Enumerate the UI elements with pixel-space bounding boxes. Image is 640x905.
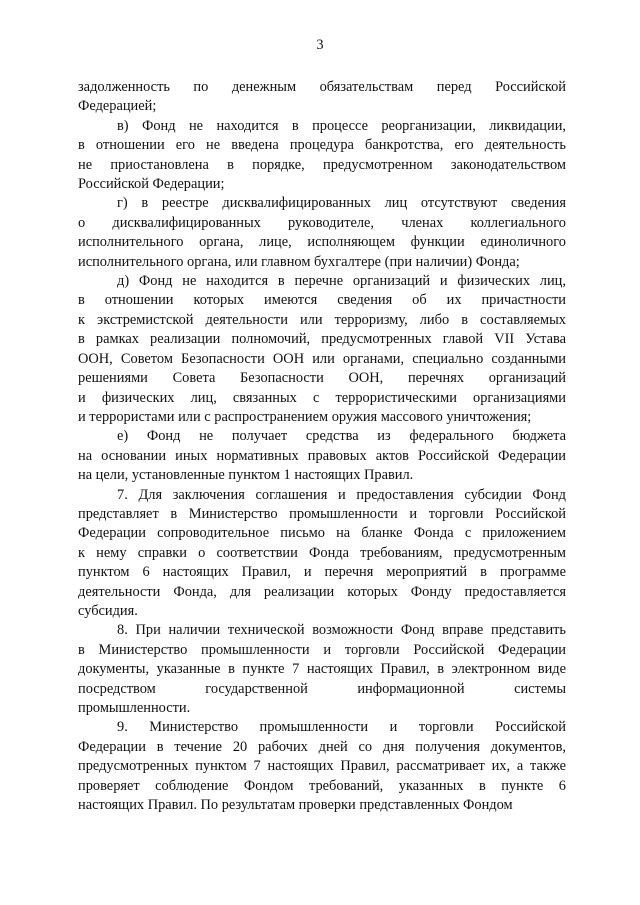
page-number: 3 <box>316 37 324 53</box>
paragraph <box>78 117 566 195</box>
text-line: 9. Министерство промышленности и торговли Российской <box>117 719 566 736</box>
text-line: к экстремистской деятельности или терроризму, либо в составляемых <box>78 311 566 328</box>
text-line: в отношении которых имеются сведения об их причастности <box>78 292 566 309</box>
text-line: субсидия. <box>78 602 138 619</box>
text-line: Российской Федерации; <box>78 176 225 193</box>
text-line: в Министерство промышленности и торговли Российской Федерации <box>78 641 566 658</box>
paragraph <box>78 718 566 815</box>
text-line: и физических лиц, связанных с террористическими организациями <box>78 389 566 406</box>
text-line: не приостановлена в порядке, предусмотренном законодательством <box>78 156 566 173</box>
text-line: проверяет соблюдение Фондом требований, указанных в пункте 6 <box>78 777 566 794</box>
paragraph <box>78 486 566 622</box>
paragraph <box>78 272 566 427</box>
text-line: Федерации в течение 20 рабочих дней со дня получения документов, <box>78 738 566 755</box>
text-line: г) в реестре дисквалифицированных лиц отсутствуют сведения <box>117 195 566 212</box>
text-line: в) Фонд не находится в процессе реорганизации, ликвидации, <box>117 117 566 134</box>
text-line: е) Фонд не получает средства из федерального бюджета <box>117 428 566 445</box>
text-line: посредством государственной информационной системы <box>78 680 566 697</box>
text-line: в отношении его не введена процедура банкротства, его деятельность <box>78 137 566 154</box>
text-line: Федерацией; <box>78 98 157 115</box>
text-line: исполнительного органа, лице, исполняющем функции единоличного <box>78 234 566 251</box>
text-line: предусмотренных пунктом 7 настоящих Правил, рассматривает их, а также <box>78 758 566 775</box>
text-line: Федерации сопроводительное письмо на бланке Фонда с приложением <box>78 525 566 542</box>
text-line: настоящих Правил. По результатам проверки представленных Фондом <box>78 797 513 814</box>
text-line: д) Фонд не находится в перечне организаций и физических лиц, <box>117 273 566 290</box>
text-line: на основании иных нормативных правовых актов Российской Федерации <box>78 447 566 464</box>
text-line: исполнительного органа, или главном бухгалтере (при наличии) Фонда; <box>78 253 520 270</box>
text-line: деятельности Фонда, для реализации которых Фонду предоставляется <box>78 583 566 600</box>
text-line: и террористами или с распространением оружия массового уничтожения; <box>78 408 532 425</box>
text-line: документы, указанные в пункте 7 настоящих Правил, в электронном виде <box>78 661 566 678</box>
text-line: в рамках реализации полномочий, предусмотренных главой VII Устава <box>78 331 566 348</box>
paragraph <box>78 621 566 718</box>
paragraph <box>78 78 566 117</box>
text-line: пунктом 6 настоящих Правил, и перечня мероприятий в программе <box>78 564 566 581</box>
text-line: представляет в Министерство промышленности и торговли Российской <box>78 505 566 522</box>
text-line: задолженность по денежным обязательствам перед Российской <box>78 79 566 95</box>
text-line: решениями Совета Безопасности ООН, перечнях организаций <box>78 370 566 387</box>
text-line: на цели, установленные пунктом 1 настоящих Правил. <box>78 467 414 484</box>
document-body <box>78 78 566 815</box>
text-line: о дисквалифицированных руководителе, членах коллегиального <box>78 214 566 231</box>
text-line: промышленности. <box>78 700 191 716</box>
text-line: ООН, Советом Безопасности ООН или органами, специально созданными <box>78 350 566 367</box>
text-line: 7. Для заключения соглашения и предоставления субсидии Фонд <box>117 486 566 503</box>
text-line: к нему справки о соответствии Фонда требованиям, предусмотренным <box>78 544 566 561</box>
text-line: 8. При наличии технической возможности Фонд вправе представить <box>117 622 566 639</box>
paragraph <box>78 427 566 485</box>
paragraph <box>78 194 566 272</box>
